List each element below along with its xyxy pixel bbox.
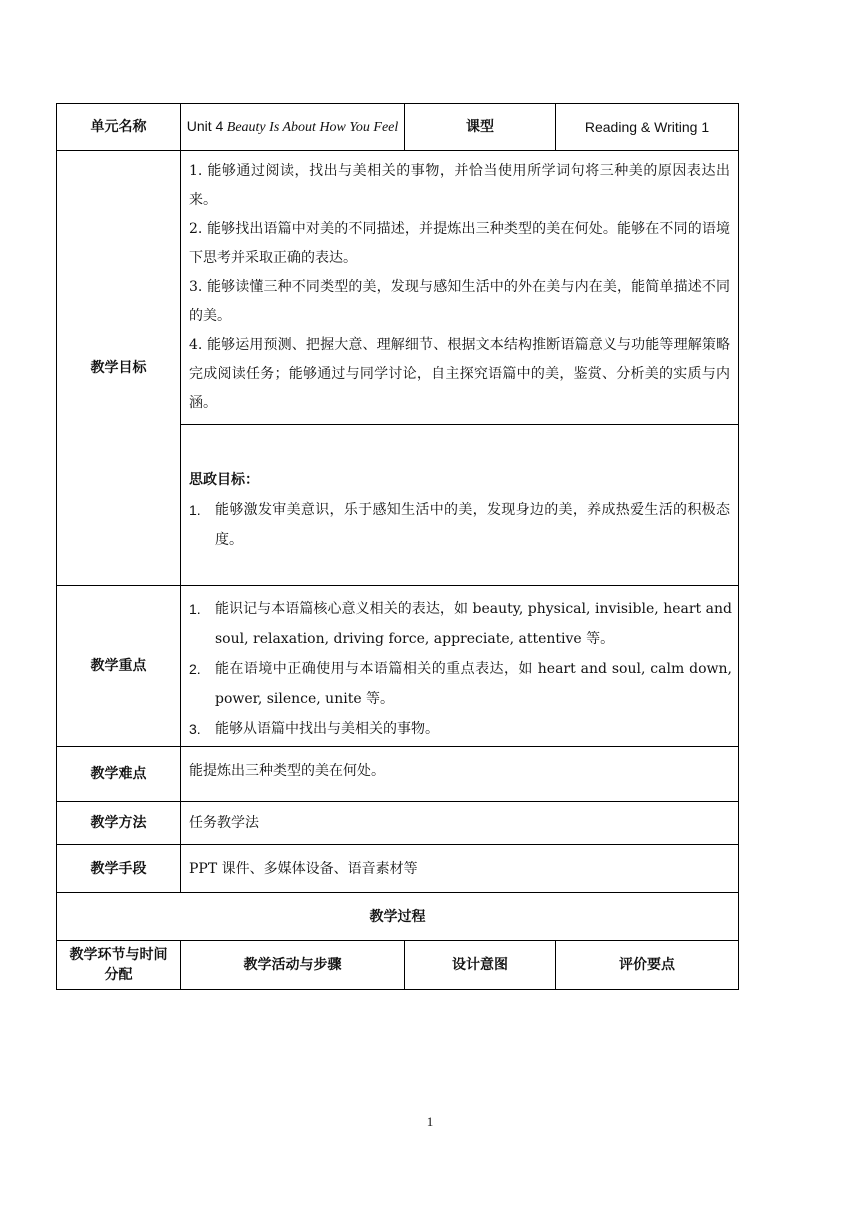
- sizheng-title: 思政目标：: [189, 472, 259, 488]
- objective-item: 2. 能够找出语篇中对美的不同描述，并提炼出三种类型的美在何处。能够在不同的语境下思考并采取正确的表达。: [189, 221, 730, 266]
- unit-prefix: Unit 4: [186, 118, 224, 134]
- key-point-item: [189, 654, 732, 714]
- objectives-label: 教学目标: [57, 151, 181, 586]
- list-number: 3.: [189, 721, 201, 737]
- difficulty-label: 教学难点: [57, 747, 181, 802]
- list-number: 1.: [189, 502, 201, 518]
- key-points-label: 教学重点: [57, 586, 181, 747]
- objective-item: 3. 能够读懂三种不同类型的美，发现与感知生活中的外在美与内在美，能简单描述不同的美。: [189, 279, 730, 324]
- key-point-item: [189, 594, 732, 654]
- key-points-row: [57, 586, 739, 747]
- difficulty-row: [57, 747, 739, 802]
- process-header-row: [57, 941, 739, 990]
- means-label: 教学手段: [57, 845, 181, 893]
- method-value: 任务教学法: [181, 802, 739, 845]
- list-text: 能够激发审美意识，乐于感知生活中的美，发现身边的美，养成热爱生活的积极态度。: [215, 502, 730, 548]
- difficulty-value: 能提炼出三种类型的美在何处。: [181, 747, 739, 802]
- list-number: 2.: [189, 661, 201, 677]
- objective-item: 1. 能够通过阅读，找出与美相关的事物，并恰当使用所学词句将三种美的原因表达出来。: [189, 163, 730, 208]
- key-points-cell: [181, 586, 739, 747]
- column-header-stage: 教学环节与时间分配: [57, 941, 181, 990]
- method-label: 教学方法: [57, 802, 181, 845]
- page-number: 1: [426, 1114, 434, 1129]
- unit-title: Beauty Is About How You Feel: [226, 120, 399, 135]
- means-row: [57, 845, 739, 893]
- sizheng-list: [189, 495, 730, 555]
- column-header-activities: 教学活动与步骤: [181, 941, 405, 990]
- objective-item: 4. 能够运用预测、把握大意、理解细节、根据文本结构推断语篇意义与功能等理解策略完成阅读任务；能够通过与同学讨论，自主探究语篇中的美，鉴赏、分析美的实质与内涵。: [189, 337, 730, 411]
- column-header-intent: 设计意图: [405, 941, 556, 990]
- key-points-list: [189, 594, 732, 744]
- key-point-item: [189, 714, 732, 744]
- column-header-evaluation: 评价要点: [556, 941, 739, 990]
- list-text: 能识记与本语篇核心意义相关的表达，如 beauty, physical, invisible, heart and soul, relaxation, driving force, appreciate, attentive 等。: [215, 601, 732, 647]
- process-title-row: [57, 893, 739, 941]
- means-value: PPT 课件、多媒体设备、语音素材等: [181, 845, 739, 893]
- objectives-row: [57, 151, 739, 425]
- method-row: [57, 802, 739, 845]
- list-text: 能在语境中正确使用与本语篇相关的重点表达，如 heart and soul, calm down, power, silence, unite 等。: [215, 661, 732, 707]
- sizheng-item: [189, 495, 730, 555]
- unit-row: [57, 104, 739, 151]
- list-number: 1.: [189, 601, 201, 617]
- lesson-plan-table: [56, 103, 739, 990]
- objectives-cell: [181, 151, 739, 425]
- sizheng-cell: [181, 425, 739, 586]
- process-title: 教学过程: [57, 893, 739, 941]
- unit-label: 单元名称: [57, 104, 181, 151]
- lesson-type-value: Reading & Writing 1: [556, 104, 739, 151]
- list-text: 能够从语篇中找出与美相关的事物。: [215, 721, 439, 737]
- lesson-type-label: 课型: [405, 104, 556, 151]
- unit-title-cell: [181, 104, 405, 151]
